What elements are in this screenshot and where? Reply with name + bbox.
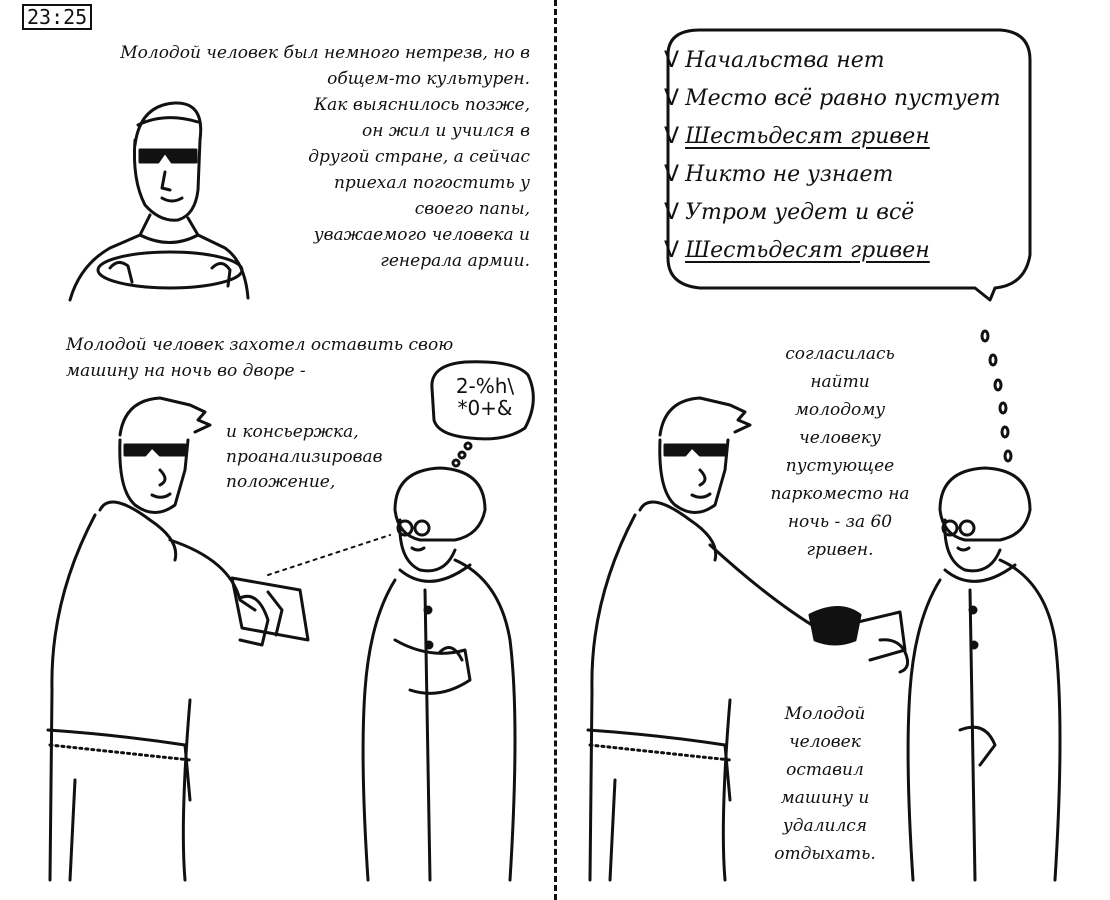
- check-mark-icon: V: [664, 200, 680, 225]
- symbol-bubble-text: 2-%h\ *0+&: [455, 374, 515, 420]
- check-mark-icon: V: [664, 162, 680, 187]
- panel4-caption2: Молодой человек оставил машину и удалился отдыхать.: [774, 704, 876, 864]
- concierge-right: [908, 468, 1060, 880]
- checklist-item: [664, 194, 1018, 232]
- checklist-item-text: Шестьдесят гривен: [685, 124, 930, 149]
- checklist-item-text: Место всё равно пустует: [685, 86, 1001, 111]
- thought-dots: [982, 331, 1011, 461]
- checklist: [664, 42, 1018, 270]
- checklist-item: [664, 232, 1018, 270]
- check-mark-icon: V: [664, 124, 680, 149]
- checklist-item-text: Утром уедет и всё: [685, 200, 915, 225]
- check-mark-icon: V: [664, 86, 680, 111]
- checklist-item-text: Начальства нет: [685, 48, 885, 73]
- checklist-item-text: Шестьдесят гривен: [685, 238, 930, 263]
- panel4-caption: согласилась найти молодому человеку пустующее паркоместо на ночь - за 60 гривен.: [770, 344, 910, 560]
- panel2-caption2: и консьержка, проанализировав положение,: [226, 422, 383, 492]
- check-mark-icon: V: [664, 48, 680, 73]
- gaze-line: [268, 535, 390, 575]
- clock-label: 23:25: [22, 4, 92, 30]
- concierge-left: [363, 468, 515, 880]
- checklist-item: [664, 118, 1018, 156]
- checklist-item-text: Никто не узнает: [685, 162, 894, 187]
- thought-bubble: [664, 42, 1018, 292]
- panel2-caption: Молодой человек захотел оставить свою машину на ночь во дворе -: [66, 335, 454, 381]
- panel1-caption: Молодой человек был немного нетрезв, но в общем-то культурен. Как выяснилось позже, он жил и учился в другой стране, а сейчас приехал погостить у своего папы, уважаемого человека и генерала армии.: [120, 43, 530, 271]
- checklist-item: [664, 156, 1018, 194]
- checklist-item: [664, 42, 1018, 80]
- check-mark-icon: V: [664, 238, 680, 263]
- checklist-item: [664, 80, 1018, 118]
